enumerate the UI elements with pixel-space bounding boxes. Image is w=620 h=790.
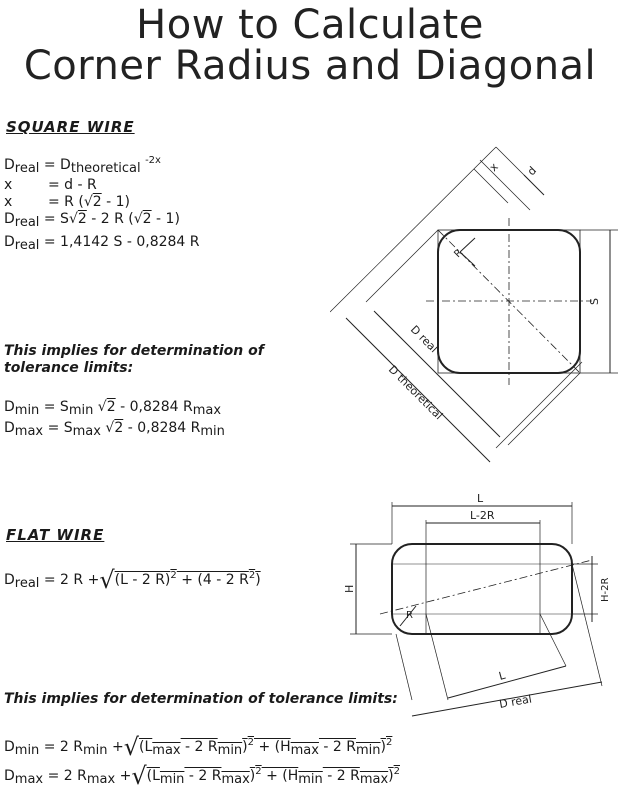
dim-dreal-label: D real xyxy=(407,322,441,356)
square-eq-dmax: $D_{max} = S_{max}$ √2 - 0,8284 $R_{min}$ xyxy=(4,420,225,439)
flat-eq-dreal: $D_{real} = 2$ R +√(L - 2 R)$^2$ + (4 - 2 $R^2$) xyxy=(4,566,261,594)
flat-eq-dmin: $D_{min} = 2$ $R_{min} +√(L_{max} - 2$ $R_{min})^2 + (H_{max} - 2$ $R_{min})^2$ xyxy=(4,733,393,761)
square-eq-dreal-s: $D_{real} = S√2 - 2$ R (√2 - 1) xyxy=(4,211,180,230)
square-eq-dreal-theoretical: $D_{real} = D_{theoretical}$ $^{-2x}$ xyxy=(4,155,161,176)
dim-s-label: S xyxy=(588,298,601,305)
dim-x-label: x xyxy=(486,160,501,175)
square-eq-x-r: x = R (√2 - 1) xyxy=(4,194,130,210)
flat-wire-heading: FLAT WIRE xyxy=(6,526,105,544)
page-title-line2: Corner Radius and Diagonal xyxy=(23,43,597,89)
flat-wire-profile xyxy=(392,544,572,634)
flat-dim-r-label: R xyxy=(406,610,413,621)
square-tolerance-lead-line1: This implies for determination of xyxy=(4,343,264,359)
page-title-line1: How to Calculate xyxy=(136,2,484,48)
dim-r-label: R xyxy=(452,247,466,261)
flat-dim-dreal-label: D real xyxy=(498,692,533,711)
flat-wire-diagram xyxy=(340,490,620,720)
square-wire-heading: SQUARE WIRE xyxy=(6,118,135,136)
flat-dim-l2r-label: L-2R xyxy=(470,509,495,522)
flat-dim-h2r-label: H-2R xyxy=(600,577,611,602)
dim-dtheoretical-label: D theoretical xyxy=(385,362,446,423)
flat-dim-l-label: L xyxy=(477,492,484,505)
flat-dim-l-inner-label: L xyxy=(497,668,507,683)
square-tolerance-lead-line2: tolerance limits: xyxy=(4,360,134,376)
square-wire-diagram xyxy=(330,140,620,470)
flat-dim-h-label: H xyxy=(343,584,356,593)
dim-d-label: d xyxy=(524,163,540,179)
flat-tolerance-lead: This implies for determination of tolerance limits: xyxy=(4,691,398,707)
square-eq-x-d: x = d - R xyxy=(4,177,97,193)
flat-eq-dmax: $D_{max} = 2$ $R_{max} +√(L_{min} - 2$ $R_{max})^2 + (H_{min} - 2$ $R_{max})^2$ xyxy=(4,762,400,790)
square-eq-dmin: $D_{min} = S_{min}$ √2 - 0,8284 $R_{max}$ xyxy=(4,399,222,418)
square-eq-dreal-numeric: $D_{real} = 1,4142$ S - 0,8284 R xyxy=(4,234,200,253)
